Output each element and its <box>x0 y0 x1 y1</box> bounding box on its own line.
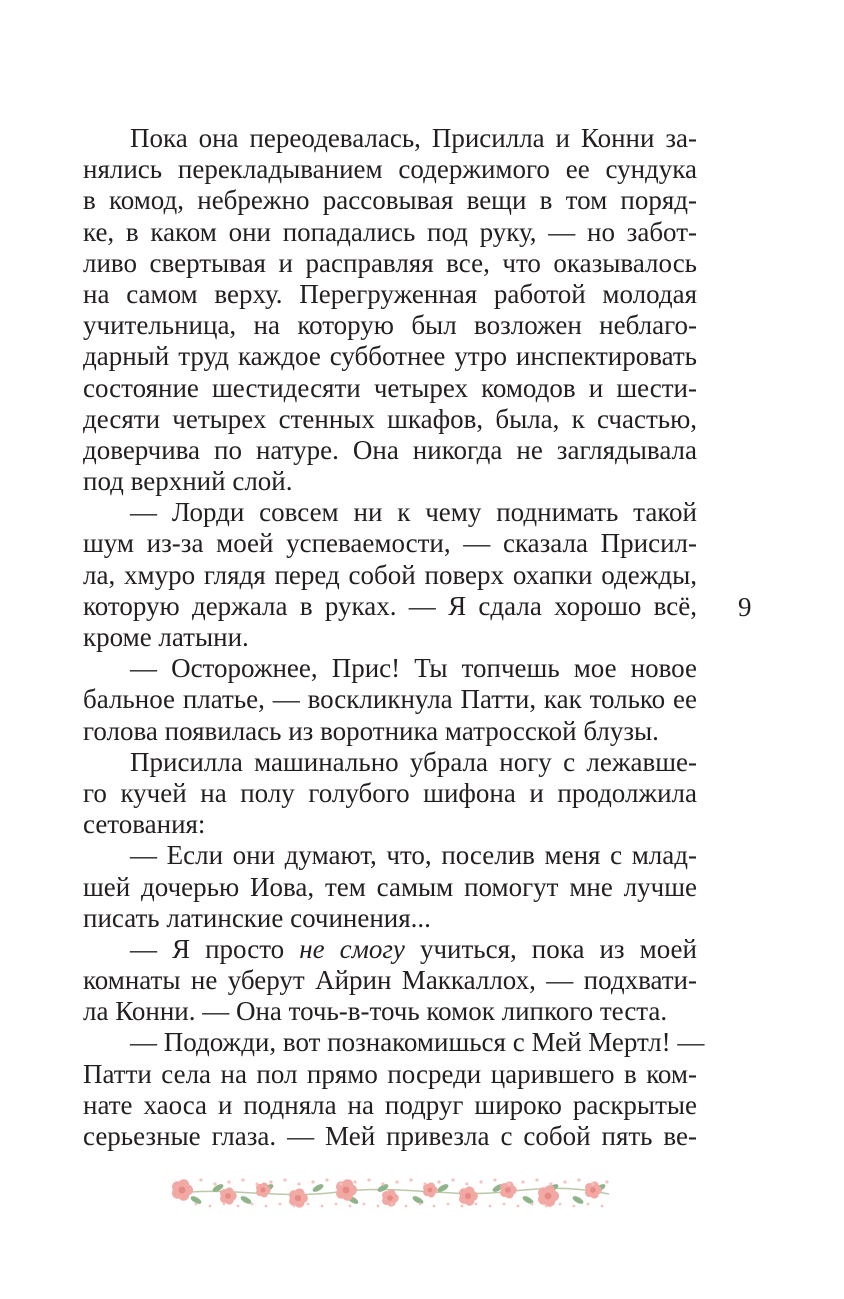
text-run: сетования: <box>83 809 206 840</box>
text-line <box>83 123 697 154</box>
text-run: доверчива по натуре. Она никогда не заглядывала <box>83 434 697 465</box>
text-run: Присилла машинально убрала ногу с лежавше- <box>130 746 697 777</box>
text-run: Патти села на пол прямо посреди царившего в ком- <box>83 1058 697 1089</box>
text-run: ла Конни. — Она точь-в-точь комок липкого теста. <box>83 996 668 1027</box>
ornament-dot <box>447 1203 450 1206</box>
text-line <box>83 1090 697 1121</box>
ornament-dot <box>381 1182 384 1185</box>
ornament-flower-center <box>295 1195 301 1201</box>
ornament-flower-center <box>343 1187 350 1194</box>
ornament-dot <box>325 1178 328 1181</box>
text-line <box>83 528 697 559</box>
text-line <box>83 466 697 497</box>
ornament-dot <box>405 1205 408 1208</box>
ornament-dot <box>479 1180 482 1183</box>
text-line <box>83 217 697 248</box>
ornament-dot <box>353 1180 356 1183</box>
text-run: Пока она переодевалась, Присилла и Конни за- <box>130 123 697 153</box>
ornament-dot <box>335 1203 338 1206</box>
text-line <box>83 1059 697 1090</box>
ornament-flower-center <box>387 1195 393 1201</box>
ornament-dot <box>377 1205 380 1208</box>
text-line <box>83 747 697 778</box>
text-run: дарный труд каждое субботнее утро инспектировать <box>83 341 697 372</box>
ornament-dot <box>419 1203 422 1206</box>
text-line <box>83 591 697 622</box>
text-run: кроме латыни. <box>83 622 249 652</box>
text-line <box>83 684 697 715</box>
text-run: десяти четырех стенных шкафов, была, к счастью, <box>83 403 697 434</box>
ornament-dot <box>475 1203 478 1206</box>
text-line <box>83 154 697 185</box>
ornament-dot <box>545 1205 548 1208</box>
ornament-dot <box>195 1203 198 1206</box>
ornament-dot <box>237 1205 240 1208</box>
ornament-leaf <box>311 1183 324 1194</box>
ornament-flower-center <box>505 1187 511 1193</box>
text-line <box>83 279 697 310</box>
floral-ornament-group <box>171 1178 609 1207</box>
ornament-dot <box>241 1178 244 1181</box>
text-line <box>83 1121 697 1152</box>
text-run: нате хаоса и подняла на подруг широко раскрытые <box>83 1089 697 1120</box>
text-line <box>83 716 697 747</box>
text-run: бальное платье, — воскликнула Патти, как только ее <box>83 684 697 715</box>
ornament-dot <box>269 1180 272 1183</box>
text-line <box>83 778 697 809</box>
text-run: писать латинские сочинения... <box>83 902 431 933</box>
text-run: учиться, пока из моей <box>404 933 697 964</box>
text-line <box>83 1027 705 1058</box>
ornament-flower-center <box>545 1193 552 1200</box>
ornament-dot <box>563 1180 566 1183</box>
text-run: серьезные глаза. — Мей привезла с собой пять ве- <box>83 1121 697 1151</box>
text-line <box>83 934 697 965</box>
ornament-dot <box>409 1178 412 1181</box>
ornament-dot <box>265 1205 268 1208</box>
ornament-dot <box>573 1205 576 1208</box>
ornament-dot <box>535 1178 538 1181</box>
text-run: на самом верху. Перегруженная работой молодая <box>83 278 697 309</box>
ornament-dot <box>311 1180 314 1183</box>
text-run: ла, хмуро глядя перед собой поверх охапки одежды, <box>83 559 697 590</box>
ornament-dot <box>461 1205 464 1208</box>
text-run: го кучей на полу голубого шифона и продолжила <box>83 777 697 808</box>
text-line <box>83 653 697 684</box>
text-line <box>83 497 697 528</box>
text-line <box>83 872 697 903</box>
ornament-dot <box>227 1180 230 1183</box>
ornament-dot <box>433 1205 436 1208</box>
text-line <box>83 840 697 871</box>
ornament-dot <box>591 1182 594 1185</box>
ornament-dot <box>283 1178 286 1181</box>
ornament-dot <box>451 1178 454 1181</box>
ornament-dot <box>349 1205 352 1208</box>
text-line <box>83 310 697 341</box>
ornament-dot <box>297 1182 300 1185</box>
text-line <box>83 341 697 372</box>
text-run: учительница, на которую был возложен неблаго- <box>83 310 697 341</box>
ornament-dot <box>531 1203 534 1206</box>
ornament-dot <box>209 1205 212 1208</box>
ornament-dot <box>199 1178 202 1181</box>
ornament-dot <box>423 1182 426 1185</box>
text-line <box>83 248 697 279</box>
ornament-dot <box>577 1178 580 1181</box>
text-line <box>83 965 697 996</box>
ornament-dot <box>465 1182 468 1185</box>
body-text <box>83 123 705 1152</box>
ornament-flower-center <box>428 1188 433 1193</box>
ornament-dot <box>437 1180 440 1183</box>
text-run: — Лорди совсем ни к чему поднимать такой <box>130 497 697 528</box>
ornament-flower-center <box>590 1187 596 1193</box>
text-run: — Я просто <box>130 933 300 964</box>
italic-text: не смогу <box>299 933 405 964</box>
ornament-dot <box>363 1203 366 1206</box>
ornament-dot <box>255 1182 258 1185</box>
text-run: комнаты не уберут Айрин Маккаллох, — подхвати- <box>83 965 697 996</box>
text-run: состояние шестидесяти четырех комодов и шести- <box>83 372 697 403</box>
text-run: под верхний слой. <box>83 466 293 497</box>
text-run: в комод, небрежно рассовывая вещи в том поряд- <box>83 185 697 216</box>
ornament-dot <box>251 1203 254 1206</box>
text-line <box>83 622 697 653</box>
ornament-leaf <box>571 1195 584 1206</box>
ornament-dot <box>321 1205 324 1208</box>
text-run: шум из-за моей успеваемости, — сказала Присил- <box>83 528 697 559</box>
ornament-dot <box>507 1182 510 1185</box>
ornament-dot <box>503 1203 506 1206</box>
text-run: — Осторожнее, Прис! Ты топчешь мое новое <box>130 653 697 684</box>
ornament-dot <box>339 1182 342 1185</box>
ornament-dot <box>489 1205 492 1208</box>
text-run: которую держала в руках. — Я сдала хорошо всё, <box>83 590 697 621</box>
text-line <box>83 809 697 840</box>
ornament-dot <box>307 1203 310 1206</box>
ornament-dot <box>601 1205 604 1208</box>
text-line <box>83 996 697 1027</box>
ornament-dot <box>279 1203 282 1206</box>
text-run: ке, в каком они попадались под руку, — но забот- <box>83 216 697 247</box>
ornament-leaf <box>411 1195 424 1206</box>
ornament-dot <box>521 1180 524 1183</box>
ornament-dot <box>391 1203 394 1206</box>
ornament-dot <box>367 1178 370 1181</box>
text-line <box>83 435 697 466</box>
text-run: шей дочерью Иова, тем самым помогут мне лучше <box>83 871 697 902</box>
ornament-dot <box>587 1203 590 1206</box>
text-line <box>83 404 697 435</box>
ornament-dot <box>605 1180 608 1183</box>
ornament-flower-center <box>225 1193 231 1199</box>
text-run: нялись перекладыванием содержимого ее сундука <box>83 154 697 185</box>
text-run: ливо свертывая и расправляя все, что оказывалось <box>83 247 697 278</box>
ornament-dot <box>517 1205 520 1208</box>
ornament-dot <box>223 1203 226 1206</box>
text-line <box>83 373 697 404</box>
text-run: — Если они думают, что, поселив меня с млад- <box>130 840 697 871</box>
ornament-flower-center <box>261 1188 266 1193</box>
text-line <box>83 903 697 934</box>
page-number: 9 <box>738 592 752 622</box>
text-line <box>83 185 697 216</box>
ornament-dot <box>493 1178 496 1181</box>
text-run: голова появилась из воротника матросской блузы. <box>83 715 659 746</box>
text-run: — Подожди, вот познакомишься с Мей Мертл! — <box>130 1027 705 1058</box>
ornament-flower-center <box>179 1187 186 1194</box>
ornament-dot <box>395 1180 398 1183</box>
text-line <box>83 560 697 591</box>
ornament-dot <box>213 1182 216 1185</box>
ornament-dot <box>293 1205 296 1208</box>
ornament-dot <box>549 1182 552 1185</box>
floral-border-icon <box>168 1168 613 1218</box>
ornament-flower-center <box>465 1193 471 1199</box>
ornament-dot <box>559 1203 562 1206</box>
